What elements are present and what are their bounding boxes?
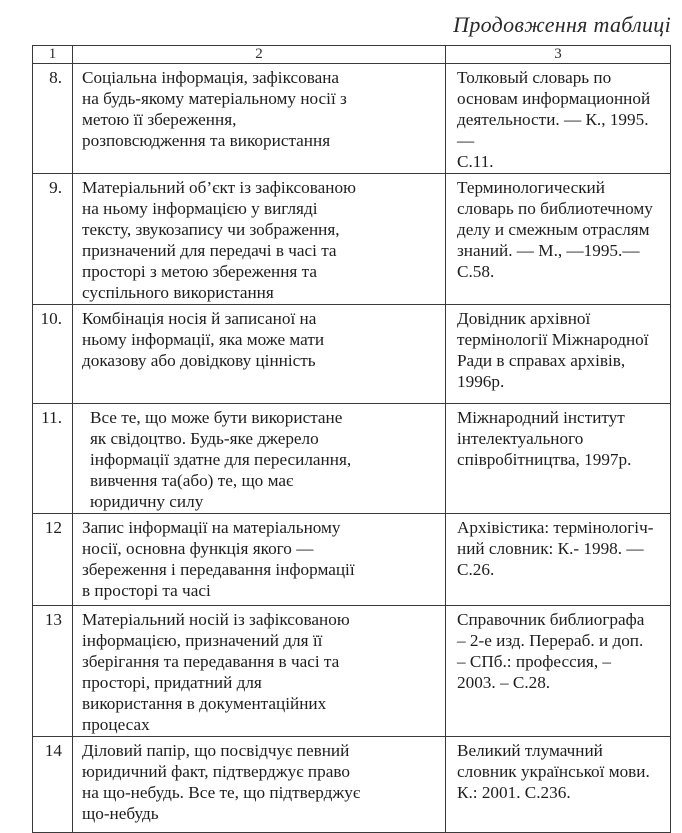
source-text: Справочник библиографа – 2-е изд. Перераб. и доп. – СПб.: профессия, – 2003. – С.28.: [457, 610, 645, 692]
row-number: 9.: [33, 174, 73, 305]
definition-text: Все те, що може бути використане як свідоцтво. Будь-яке джерело інформації здатне для пересилання, вивчення та(або) те, що має юридичну силу: [90, 408, 352, 511]
source-text: Міжнародний інститут інтелектуального співробітництва, 1997р.: [457, 408, 632, 469]
row-number: 12: [33, 514, 73, 606]
table-row: [33, 606, 671, 737]
table-row: [33, 64, 671, 174]
source-cell: [446, 606, 671, 737]
source-text: Великий тлумачний словник української мови. К.: 2001. С.236.: [457, 741, 650, 802]
table-row: [33, 514, 671, 606]
definition-cell: [73, 305, 446, 404]
source-cell: [446, 514, 671, 606]
row-number: 10.: [33, 305, 73, 404]
definition-text: Діловий папір, що посвідчує певний юридичний факт, підтверджує право на що-небудь. Все те, що підтверджує що-небудь: [82, 741, 361, 823]
column-header-source: 3: [446, 46, 671, 64]
source-text: Архівістика: термінологіч- ний словник: К.- 1998. — С.26.: [457, 518, 654, 579]
table-header-row: [33, 46, 671, 64]
column-header-number: 1: [33, 46, 73, 64]
definition-cell: [73, 64, 446, 174]
definitions-table: [32, 45, 671, 833]
source-cell: [446, 404, 671, 514]
row-number: 8.: [33, 64, 73, 174]
source-text: Толковый словарь по основам информационной деятельности. — К., 1995. — С.11.: [457, 68, 651, 171]
table-row: [33, 737, 671, 833]
source-cell: [446, 737, 671, 833]
definition-text: Запис інформації на матеріальному носії, основна функція якого — збереження і передавання інформації в просторі та часі: [82, 518, 355, 600]
definition-text: Матеріальний носій із зафіксованою інформацією, призначений для її зберігання та передавання в часі та просторі, придатний для використання в документаційних процесах: [82, 610, 350, 734]
definition-cell: [73, 174, 446, 305]
row-number: 11.: [33, 404, 73, 514]
source-cell: [446, 64, 671, 174]
definition-text: Соціальна інформація, зафіксована на будь-якому матеріальному носії з метою її збереження, розповсюдження та використання: [82, 68, 347, 150]
table-continuation-label: Продовження таблиці: [453, 12, 671, 37]
table-row: [33, 174, 671, 305]
source-cell: [446, 305, 671, 404]
row-number: 14: [33, 737, 73, 833]
definition-text: Матеріальний об’єкт із зафіксованою на ньому інформацією у вигляді тексту, звукозапису чи зображення, призначений для передачі в часі та просторі з метою збереження та суспільного використання: [82, 178, 356, 302]
source-cell: [446, 174, 671, 305]
definition-cell: [73, 606, 446, 737]
definition-cell: [73, 737, 446, 833]
table-row: [33, 305, 671, 404]
definition-cell: [73, 514, 446, 606]
table-row: [33, 404, 671, 514]
row-number: 13: [33, 606, 73, 737]
definition-cell: [73, 404, 446, 514]
source-text: Довідник архівної термінології Міжнародної Ради в справах архівів, 1996р.: [457, 309, 649, 391]
source-text: Терминологический словарь по библиотечному делу и смежным отраслям знаний. — М., —1995.— С.58.: [457, 178, 653, 281]
definition-text: Комбінація носія й записаної на ньому інформації, яка може мати доказову або довідкову цінність: [82, 309, 325, 370]
column-header-definition: 2: [73, 46, 446, 64]
